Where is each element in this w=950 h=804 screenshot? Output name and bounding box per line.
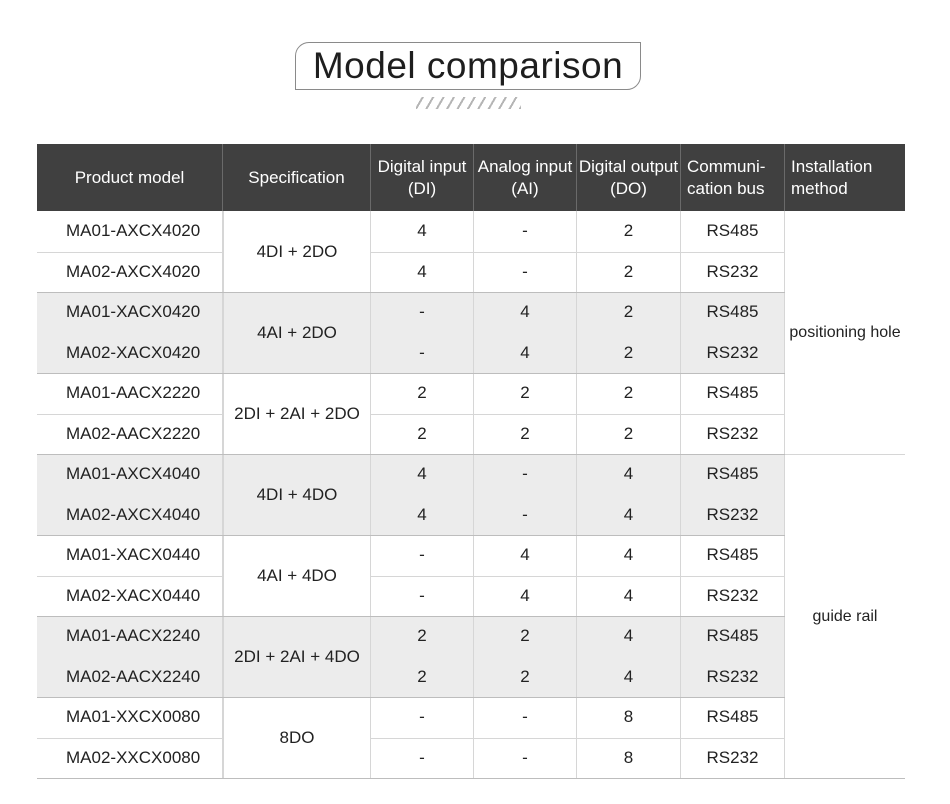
header-product-model (37, 144, 223, 211)
header-ai-line1: Analog input (477, 156, 573, 176)
table-row (37, 454, 785, 495)
cell-di: - (371, 697, 474, 738)
header-analog-input (474, 144, 577, 211)
cell-model: MA02-AXCX4040 (37, 495, 223, 536)
cell-di: - (371, 535, 474, 576)
group-divider (37, 616, 785, 617)
header-specification-label: Specification (248, 167, 345, 187)
cell-model: MA02-AACX2240 (37, 657, 223, 698)
cell-ai: 4 (474, 535, 577, 576)
installation-method-cell: guide rail (785, 454, 905, 779)
header-di-line1: Digital input (377, 156, 467, 176)
cell-di: 2 (371, 616, 474, 657)
cell-bus: RS485 (681, 616, 785, 657)
cell-do: 2 (577, 252, 681, 293)
cell-model: MA01-XACX0440 (37, 535, 223, 576)
table-row (37, 697, 785, 738)
header-bus-line1: Communi- (687, 156, 766, 176)
cell-ai: 4 (474, 576, 577, 617)
cell-model: MA01-XACX0420 (37, 292, 223, 333)
cell-ai: - (474, 495, 577, 536)
cell-model: MA02-XACX0440 (37, 576, 223, 617)
cell-model: MA01-AACX2240 (37, 616, 223, 657)
table-row (37, 252, 785, 293)
cell-do: 4 (577, 495, 681, 536)
cell-bus: RS232 (681, 333, 785, 374)
group-divider (37, 292, 785, 293)
title-badge (295, 42, 641, 90)
cell-do: 2 (577, 333, 681, 374)
cell-ai: 4 (474, 333, 577, 374)
cell-model: MA02-XXCX0080 (37, 738, 223, 779)
cell-model: MA01-AXCX4040 (37, 454, 223, 495)
group-divider (37, 454, 785, 455)
cell-ai: 2 (474, 414, 577, 455)
cell-di: - (371, 576, 474, 617)
table-row (37, 414, 785, 455)
cell-ai: 2 (474, 373, 577, 414)
cell-bus: RS232 (681, 576, 785, 617)
cell-model: MA02-XACX0420 (37, 333, 223, 374)
title-decoration (416, 97, 521, 109)
cell-model: MA01-XXCX0080 (37, 697, 223, 738)
header-communication-bus (681, 144, 785, 211)
specification-cell: 8DO (223, 697, 371, 778)
header-specification (223, 144, 371, 211)
table-header (37, 144, 905, 211)
table-row (37, 495, 785, 536)
cell-ai: 2 (474, 657, 577, 698)
cell-di: 4 (371, 252, 474, 293)
header-installation-method (785, 144, 905, 211)
header-digital-output (577, 144, 681, 211)
cell-bus: RS232 (681, 495, 785, 536)
table-row (37, 211, 785, 252)
cell-bus: RS232 (681, 414, 785, 455)
group-divider (37, 697, 785, 698)
table-row (37, 535, 785, 576)
cell-bus: RS485 (681, 373, 785, 414)
specification-cell: 2DI + 2AI + 4DO (223, 616, 371, 697)
group-divider (37, 373, 785, 374)
cell-ai: 4 (474, 292, 577, 333)
header-do-line1: Digital output (578, 156, 679, 176)
table-row (37, 292, 785, 333)
cell-do: 8 (577, 697, 681, 738)
cell-ai: - (474, 211, 577, 252)
cell-ai: - (474, 252, 577, 293)
cell-bus: RS485 (681, 454, 785, 495)
cell-do: 2 (577, 373, 681, 414)
header-install-line1: Installation (791, 156, 873, 176)
cell-do: 4 (577, 616, 681, 657)
cell-model: MA01-AACX2220 (37, 373, 223, 414)
cell-di: 2 (371, 373, 474, 414)
table-row (37, 738, 785, 779)
table-row (37, 576, 785, 617)
cell-ai: 2 (474, 616, 577, 657)
specification-cell: 4AI + 2DO (223, 292, 371, 373)
table-bottom-border (37, 778, 905, 779)
header-install-line2: method (791, 178, 848, 198)
cell-bus: RS485 (681, 211, 785, 252)
header-digital-input (371, 144, 474, 211)
cell-di: - (371, 738, 474, 779)
cell-do: 2 (577, 292, 681, 333)
table-row (37, 616, 785, 657)
specification-cell: 4AI + 4DO (223, 535, 371, 616)
cell-model: MA01-AXCX4020 (37, 211, 223, 252)
header-di-line2: (DI) (407, 178, 437, 198)
cell-bus: RS232 (681, 657, 785, 698)
header-do-line2: (DO) (610, 178, 647, 198)
specification-cell: 2DI + 2AI + 2DO (223, 373, 371, 454)
installation-method-cell: positioning hole (785, 211, 905, 454)
table-row (37, 333, 785, 374)
table-row (37, 657, 785, 698)
cell-di: 2 (371, 657, 474, 698)
cell-di: 2 (371, 414, 474, 455)
cell-do: 2 (577, 211, 681, 252)
cell-bus: RS485 (681, 535, 785, 576)
cell-do: 4 (577, 657, 681, 698)
cell-ai: - (474, 454, 577, 495)
cell-di: 4 (371, 495, 474, 536)
cell-di: 4 (371, 454, 474, 495)
cell-bus: RS232 (681, 252, 785, 293)
cell-bus: RS485 (681, 292, 785, 333)
cell-ai: - (474, 697, 577, 738)
cell-ai: - (474, 738, 577, 779)
page-title: Model comparison (312, 45, 624, 86)
cell-model: MA02-AXCX4020 (37, 252, 223, 293)
cell-do: 2 (577, 414, 681, 455)
cell-do: 8 (577, 738, 681, 779)
cell-model: MA02-AACX2220 (37, 414, 223, 455)
cell-di: 4 (371, 211, 474, 252)
cell-di: - (371, 292, 474, 333)
specification-cell: 4DI + 4DO (223, 454, 371, 535)
cell-bus: RS232 (681, 738, 785, 779)
header-product-model-label: Product model (74, 167, 185, 187)
header-ai-line2: (AI) (511, 178, 539, 198)
cell-do: 4 (577, 535, 681, 576)
cell-do: 4 (577, 576, 681, 617)
cell-do: 4 (577, 454, 681, 495)
cell-bus: RS485 (681, 697, 785, 738)
cell-di: - (371, 333, 474, 374)
specification-cell: 4DI + 2DO (223, 211, 371, 292)
group-divider (37, 535, 785, 536)
table-row (37, 373, 785, 414)
header-bus-line2: cation bus (687, 178, 765, 198)
